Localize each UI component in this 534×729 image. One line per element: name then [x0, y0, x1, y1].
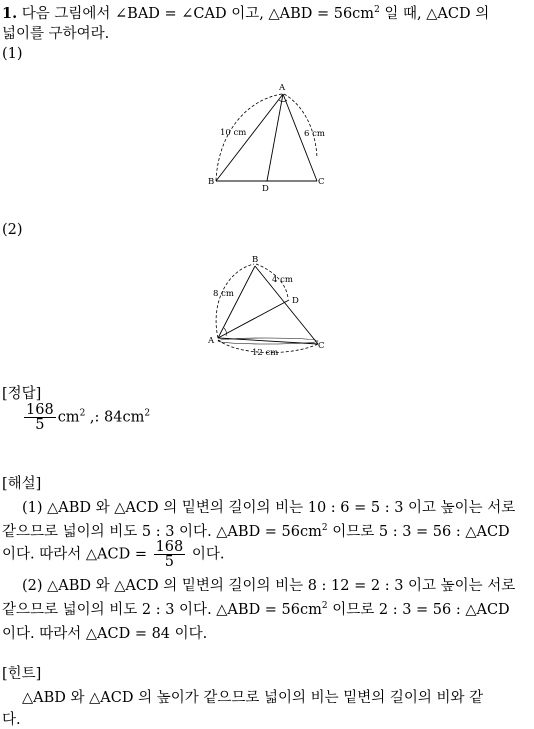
superscript: 2 [321, 601, 328, 612]
figure-2-triangle [200, 252, 340, 364]
segment-ad [267, 94, 283, 181]
explanation-line-2 [2, 520, 510, 541]
answer-unit: cm [57, 409, 80, 426]
problem-line-1 [2, 2, 489, 23]
arc-ab [216, 264, 254, 338]
hint-line-1: △ABD 와 △ACD 의 높이가 같으므로 넓이의 비는 밑변의 길이의 비와 같 [22, 690, 484, 706]
answer-frac-num: 168 [26, 402, 54, 418]
explanation-line-6: 이다. 따라서 △ACD = 84 이다. [2, 626, 208, 642]
answer-fraction [24, 403, 56, 432]
label-a: A [208, 336, 215, 346]
explanation-header: [해설] [2, 476, 42, 492]
label-ac-length: 6 cm [304, 129, 325, 139]
answer-header: [정답] [2, 386, 42, 402]
explanation-frac-num: 168 [155, 539, 184, 555]
explanation-frac-den: 5 [164, 554, 175, 570]
explanation-line-3 [2, 540, 225, 569]
label-bd-length: 4 cm [272, 275, 293, 285]
label-d: D [292, 296, 299, 306]
problem-line-2: 넓이를 구하여라. [2, 26, 110, 42]
label-b: B [208, 177, 215, 187]
explanation-line-4: (2) △ABD 와 △ACD 의 밑변의 길이의 비는 8 : 12 = 2 : 3 이고 높이는 서로 [22, 578, 516, 594]
answer-alt-sup: 2 [144, 408, 151, 419]
explanation-text: 이다. [187, 546, 225, 563]
label-c: C [318, 177, 325, 187]
explanation-line-5 [2, 598, 510, 619]
problem-text-1: 다음 그림에서 ∠BAD = ∠CAD 이고, △ABD = 56cm [21, 6, 375, 22]
superscript: 2 [321, 523, 328, 534]
explanation-text: 이다. 따라서 △ACD = [2, 546, 152, 563]
superscript: 2 [374, 5, 380, 16]
problem-number: 1. [2, 5, 18, 22]
part-2-label: (2) [2, 222, 23, 238]
explanation-text: 같으므로 넓이의 비도 5 : 3 이다. △ABD = 56cm [2, 524, 322, 540]
label-d: D [262, 184, 269, 192]
label-ab-length: 8 cm [213, 289, 234, 299]
label-b: B [252, 255, 259, 265]
explanation-text: 같으므로 넓이의 비도 2 : 3 이다. △ABD = 56cm [2, 602, 322, 618]
explanation-text: 이므로 5 : 3 = 56 : △ACD [327, 524, 510, 540]
figure-1-triangle [200, 80, 340, 192]
answer-unit-sup: 2 [79, 408, 86, 419]
part-1-label: (1) [2, 46, 23, 62]
label-a: A [279, 83, 286, 93]
hint-line-2: 다. [2, 712, 21, 728]
label-c: C [318, 341, 325, 351]
label-ab-length: 10 cm [220, 128, 247, 138]
explanation-fraction [154, 540, 186, 569]
label-ac-length: 12 cm [252, 348, 279, 358]
explanation-line-1: (1) △ABD 와 △ACD 의 밑변의 길이의 비는 10 : 6 = 5 : 3 이고 높이는 서로 [22, 500, 516, 516]
answer-frac-den: 5 [35, 417, 45, 433]
answer-line [22, 403, 150, 432]
explanation-text: 이므로 2 : 3 = 56 : △ACD [327, 602, 510, 618]
segment-ad [218, 300, 289, 338]
problem-text-1b: 일 때, △ACD 의 [379, 6, 490, 22]
answer-alt: ,: 84cm [85, 409, 145, 426]
arc-ac [284, 94, 317, 158]
side-ab [218, 266, 255, 338]
hint-header: [힌트] [2, 666, 42, 682]
